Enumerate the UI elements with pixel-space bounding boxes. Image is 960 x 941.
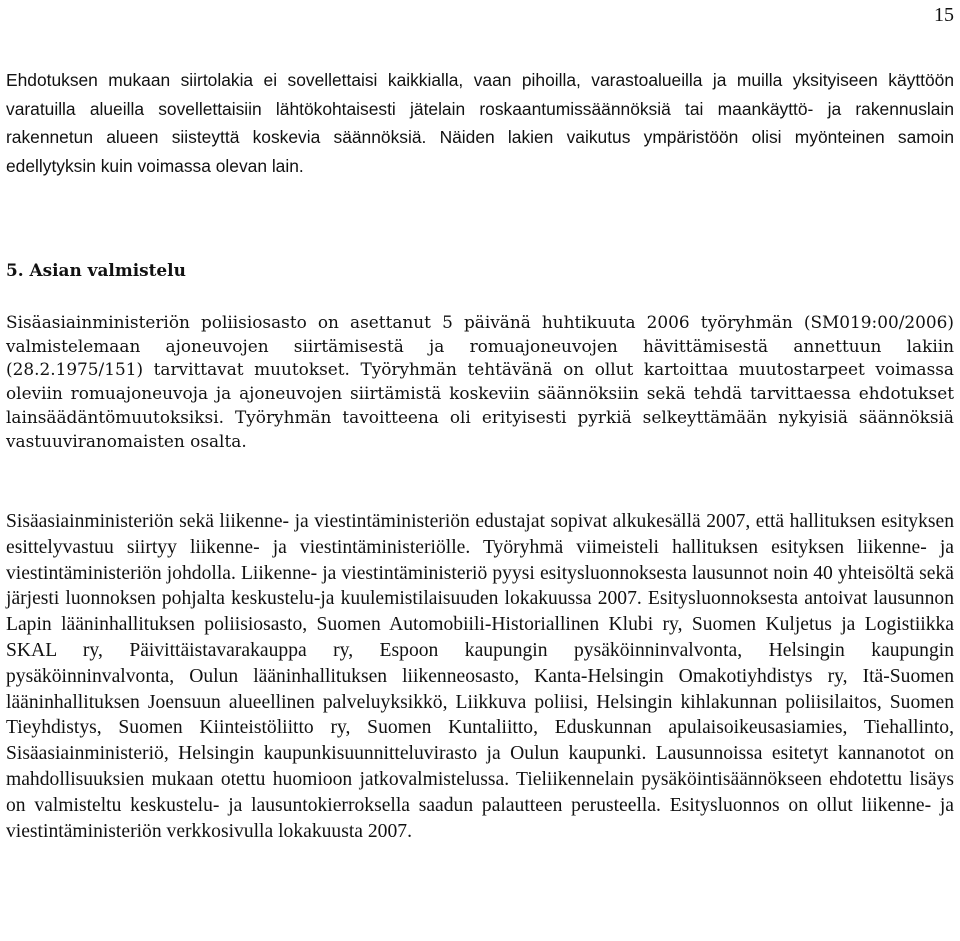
page-number: 15	[934, 4, 954, 26]
section-heading: 5. Asian valmistelu	[6, 260, 186, 280]
paragraph-consultation: Sisäasiainministeriön sekä liikenne- ja viestintäministeriön edustajat sopivat alkukesällä 2007, että hallituksen esityksen esittelyvastuu siirtyy liikenne- ja viestintäministeriölle. Työryhmä viimeisteli hallituksen esityksen liikenne- ja viestintäministeriön johdolla. Liikenne- ja viestintäministeriö pyysi esitysluonnoksesta lausunnot noin 40 yhteisöltä sekä järjesti luonnoksen pohjalta keskustelu-ja kuulemistilaisuuden lokakuussa 2007. Esitysluonnoksesta antoivat lausunnon Lapin lääninhallituksen poliisiosasto, Suomen Automobiili-Historiallinen Klubi ry, Suomen Kuljetus ja Logistiikka SKAL ry, Päivittäistavarakauppa ry, Espoon kaupungin pysäköinninvalvonta, Helsingin kaupungin pysäköinninvalvonta, Oulun lääninhallituksen liikenneosasto, Kanta-Helsingin Omakotiyhdistys ry, Itä-Suomen lääninhallituksen Joensuun alueellinen palveluyksikkö, Liikkuva poliisi, Helsingin kihlakunnan poliisilaitos, Suomen Tieyhdistys, Suomen Kiinteistöliitto ry, Suomen Kuntaliitto, Eduskunnan apulaisoikeusasiamies, Tiehallinto, Sisäasiainministeriö, Helsingin kaupunkisuunnitteluvirasto ja Oulun kaupunki. Lausunnoissa esitetyt kannanotot on mahdollisuuksien mukaan otettu huomioon jatkovalmistelussa. Tieliikennelain pysäköintisäännökseen ehdotettu lisäys on valmisteltu keskustelu- ja lausuntokierroksella saadun palautteen perusteella. Esitysluonnos on ollut liikenne- ja viestintäministeriön verkkosivulla lokakuusta 2007.	[6, 511, 954, 842]
paragraph-environmental-effects: Ehdotuksen mukaan siirtolakia ei sovellettaisi kaikkialla, vaan pihoilla, varastoalueilla ja muilla yksityiseen käyttöön varatuilla alueilla sovellettaisiin lähtökohtaisesti jätelain roskaantumissäännöksiä tai maankäyttö- ja rakennuslain rakennetun alueen siisteyttä koskevia säännöksiä. Näiden lakien vaikutus ympäristöön olisi myönteinen samoin edellytyksin kuin voimassa olevan lain.	[6, 70, 954, 176]
paragraph-working-group: Sisäasiainministeriön poliisiosasto on asettanut 5 päivänä huhtikuuta 2006 työryhmän (SM019:00/2006) valmistelemaan ajoneuvojen siirtämisestä ja romuajoneuvojen hävittämisestä annettuun lakiin (28.2.1975/151) tarvittavat muutokset. Työryhmän tehtävänä on ollut kartoittaa muutostarpeet voimassa oleviin romuajoneuvoja ja ajoneuvojen siirtämistä koskeviin säännöksiin sekä tehdä tarvittaessa ehdotukset lainsäädäntömuutoksiksi. Työryhmän tavoitteena oli erityisesti pyrkiä selkeyttämään nykyisiä säännöksiä vastuuviranomaisten osalta.	[6, 312, 954, 451]
